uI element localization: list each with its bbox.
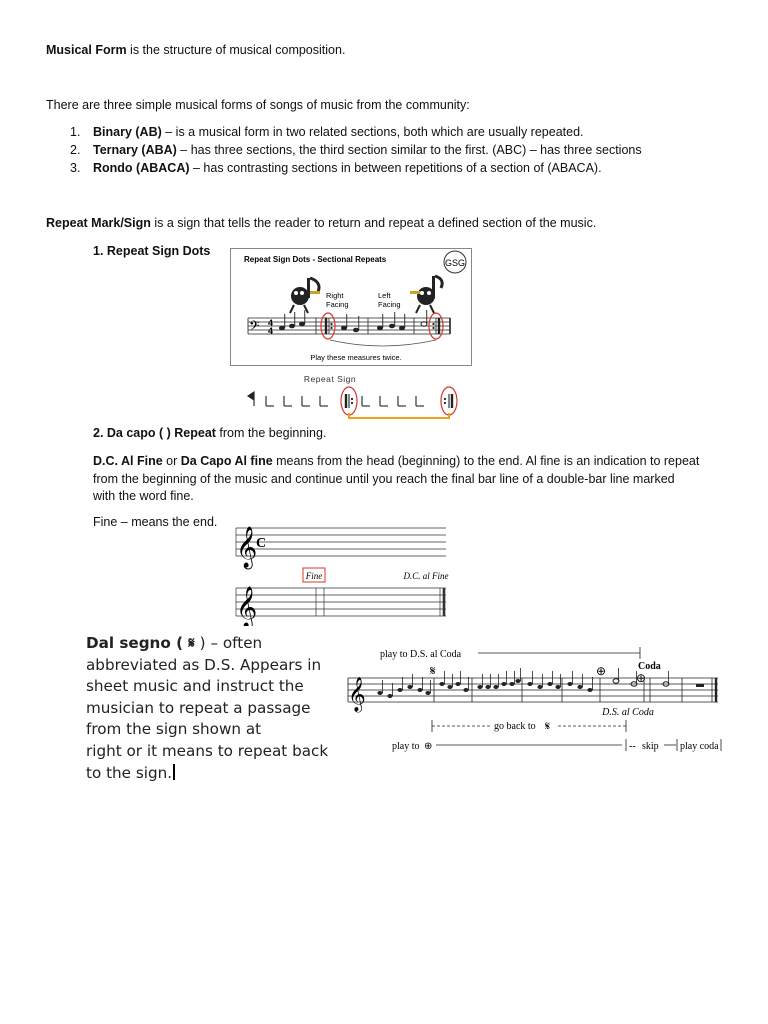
text-cursor: [173, 764, 175, 780]
svg-text:4: 4: [268, 318, 274, 328]
treble-clef-icon: 𝄞: [348, 678, 366, 711]
list-number: 2.: [70, 143, 81, 157]
intro-sentence: [46, 43, 345, 57]
time-signature: C: [256, 536, 267, 551]
forms-intro: There are three simple musical forms of songs of music from the community:: [46, 98, 470, 112]
fine-label: Fine: [305, 571, 323, 581]
da-capo-heading: 2. Da capo ( ) Repeat: [93, 426, 216, 440]
play-to-ds-label: play to D.S. al Coda: [380, 649, 462, 660]
svg-text:--: --: [629, 741, 636, 752]
figure-title: Repeat Sign Dots - Sectional Repeats: [244, 255, 387, 264]
svg-text:Facing: Facing: [326, 300, 349, 309]
segno-icon: 𝄋: [430, 663, 436, 678]
form-name: Rondo (ABACA): [93, 161, 190, 175]
treble-clef-icon: 𝄞: [236, 527, 258, 567]
form-name: Binary (AB): [93, 125, 162, 139]
play-coda-label: play coda: [680, 741, 719, 752]
staff-top: [236, 528, 446, 556]
dc-fine-paragraph: D.C. Al Fine or Da Capo Al fine means from the head (beginning) to the end. Al fine is an indication to repeat from the beginning of the music and continue until you reach the final bar line of a double-bar line marked with the word fine.: [93, 454, 700, 503]
go-back-label: go back to: [494, 721, 536, 732]
repeat-term: Repeat Mark/Sign: [46, 216, 151, 230]
coda-icon: ⊕: [596, 664, 607, 678]
figure-caption: Play these measures twice.: [310, 353, 402, 362]
svg-text:Facing: Facing: [378, 300, 401, 309]
repeat-sentence: [46, 216, 596, 230]
dc-al-fine-label: D.C. al Fine: [403, 571, 449, 581]
form-desc: – has three sections, the third section similar to the first. (ABC) – has three sections: [176, 143, 642, 157]
repeat-sign-strip: [244, 372, 464, 422]
coda-label: Coda: [638, 661, 661, 672]
skip-label: skip: [642, 741, 659, 752]
coda-icon: ⊕: [636, 671, 647, 685]
form-desc: – has contrasting sections in between repetitions of a section of (ABACA).: [189, 161, 602, 175]
list-number: 3.: [70, 161, 81, 175]
logo-text: GSG: [444, 258, 466, 268]
intro-term: Musical Form: [46, 43, 127, 57]
repeat-rest: is a sign that tells the reader to return and repeat a defined section of the music.: [150, 216, 597, 230]
form-name: Ternary (ABA): [93, 143, 177, 157]
coda-notes: [377, 679, 704, 698]
form-desc: – is a musical form in two related sections, both which are usually repeated.: [161, 125, 584, 139]
coda-figure: [344, 636, 724, 756]
dal-segno-paragraph: Dal segno ( 𝄋 ) – often abbreviated as D.S. Appears in sheet music and instruct the musician to repeat a passage from the sign shown at right or it means to repeat back to the sign.: [86, 634, 329, 782]
coda-icon: ⊕: [424, 741, 433, 752]
intro-rest: is the structure of musical composition.: [126, 43, 346, 57]
fine-caption: Fine – means the end.: [93, 515, 218, 529]
repeat-sign-label: Repeat Sign: [303, 374, 357, 384]
list-number: 1.: [70, 125, 81, 139]
fine-figure: [230, 518, 452, 626]
da-capo-line: 2. Da capo ( ) Repeat from the beginning.: [93, 426, 327, 440]
sign-dots-heading: 1. Repeat Sign Dots: [93, 244, 211, 258]
treble-clef-icon: 𝄞: [236, 587, 258, 626]
svg-text:4: 4: [268, 326, 274, 336]
staff-bottom: [236, 588, 446, 616]
play-to-label: play to: [392, 741, 420, 752]
segno-icon: 𝄋: [545, 719, 551, 733]
bass-clef-icon: 𝄢: [249, 320, 260, 337]
segno-icon: 𝄋: [188, 634, 195, 652]
svg-text:Left: Left: [378, 291, 391, 300]
ds-al-coda-label: D.S. al Coda: [602, 707, 654, 718]
svg-text:Right: Right: [326, 291, 344, 300]
repeat-sign-dots-figure: [230, 248, 472, 366]
